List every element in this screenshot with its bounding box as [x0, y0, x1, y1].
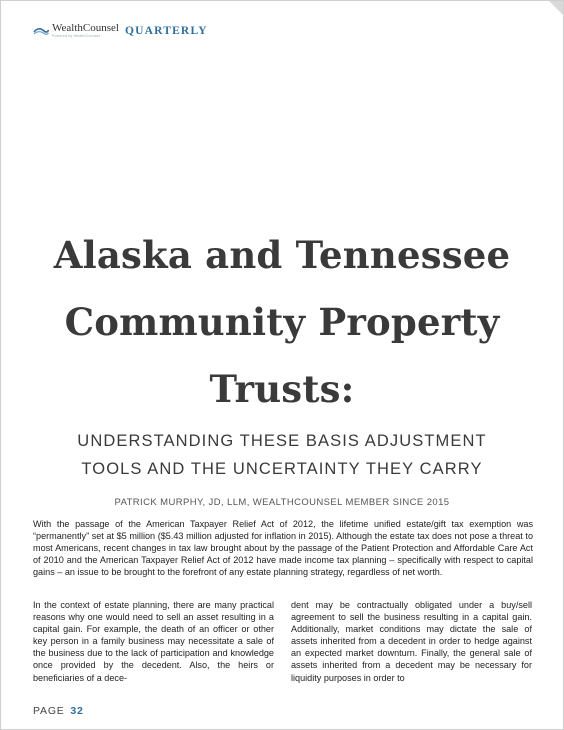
body-column-left: In the context of estate planning, there are many practical reasons why one would need to sell an asset resulting in a capital gain. For example, the death of an officer or other key person in a family business may necessitate a sale of the business due to the lack of participation and knowledge once provided by the decedent. Also, the heirs or beneficiaries of a dece- — [33, 600, 274, 683]
page-number — [33, 705, 84, 717]
article-title — [21, 222, 543, 423]
page-label: PAGE — [33, 705, 65, 717]
title-line: Alaska and Tennessee — [53, 233, 511, 277]
publication-section: QUARTERLY — [124, 25, 208, 37]
article-subtitle — [21, 427, 543, 483]
body-column-right: dent may be contractually obligated under a buy/sell agreement to sell the business resulting in a capital gain. Additionally, market conditions may dictate the sale of assets inherited from a decedent in order to hedge against an expected market downturn. Finally, the general sale of assets inherited from a decedent may be necessary for liquidity purposes in order to — [291, 600, 532, 683]
masthead — [33, 21, 208, 41]
subtitle-line: TOOLS AND THE UNCERTAINTY THEY CARRY — [81, 460, 483, 478]
author-byline: PATRICK MURPHY, JD, LLM, WEALTHCOUNSEL MEMBER SINCE 2015 — [114, 497, 450, 508]
title-line: Trusts: — [209, 367, 355, 411]
brand-name: WealthCounsel — [52, 22, 119, 35]
brand-logo — [52, 23, 119, 39]
intro-paragraph: With the passage of the American Taxpayer Relief Act of 2012, the lifetime unified estate/gift tax exemption was “permanently” set at $5 million ($5.43 million adjusted for inflation in 2015). Although the estate tax does not pose a threat to most Americans, recent changes in tax law brought about by the passage of the Patient Protection and Affordable Care Act of 2010 and the American Taxpayer Relief Act of 2012 have made income tax planning – specifically with respect to capital gains – an issue to be brought to the forefront of any estate planning strategy, regardless of net worth. — [33, 519, 533, 578]
title-line: Community Property — [64, 300, 500, 344]
wave-logo-icon — [33, 25, 49, 37]
subtitle-line: UNDERSTANDING THESE BASIS ADJUSTMENT — [77, 432, 487, 450]
page-number-value: 32 — [70, 705, 84, 717]
page-corner — [549, 1, 563, 15]
brand-tagline: Powered by WealthCounsel — [52, 34, 100, 39]
